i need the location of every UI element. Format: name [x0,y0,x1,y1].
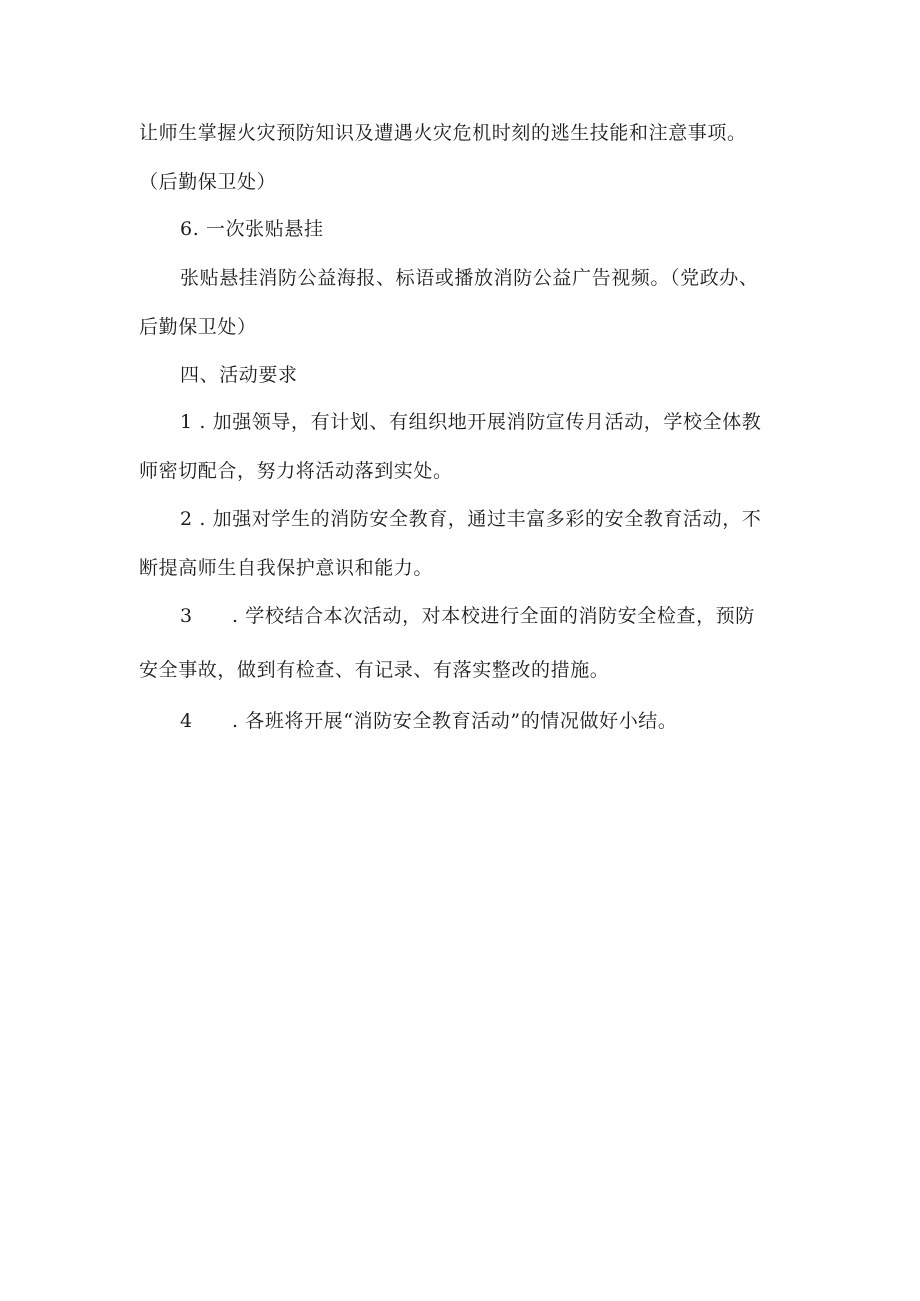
paragraph-line: 让师生掌握火灾预防知识及遭遇火灾危机时刻的逃生技能和注意事项。 [139,122,747,144]
list-item-line: 2 . 加强对学生的消防安全教育，通过丰富多彩的安全教育活动，不 [180,508,762,530]
item-heading: 6. 一次张贴悬挂 [180,218,324,240]
paragraph-line: 后勤保卫处） [139,316,257,338]
list-item-number: 4 [180,710,193,732]
list-item-line: 1 . 加强领导，有计划、有组织地开展消防宣传月活动，学校全体教 [180,411,762,433]
section-heading: 四、活动要求 [180,364,298,386]
list-item-text: . 学校结合本次活动，对本校进行全面的消防安全检查，预防 [232,605,755,627]
list-item-text: . 各班将开展“消防安全教育活动”的情况做好小结。 [232,710,678,732]
list-item-number: 3 [180,605,193,627]
list-item-line: 安全事故，做到有检查、有记录、有落实整改的措施。 [139,659,610,681]
list-item-line: 师密切配合，努力将活动落到实处。 [139,460,453,482]
paragraph-line: （后勤保卫处） [139,171,277,193]
list-item-line: 断提高师生自我保护意识和能力。 [139,557,434,579]
paragraph-line: 张贴悬挂消防公益海报、标语或播放消防公益广告视频。（党政办、 [180,267,759,289]
